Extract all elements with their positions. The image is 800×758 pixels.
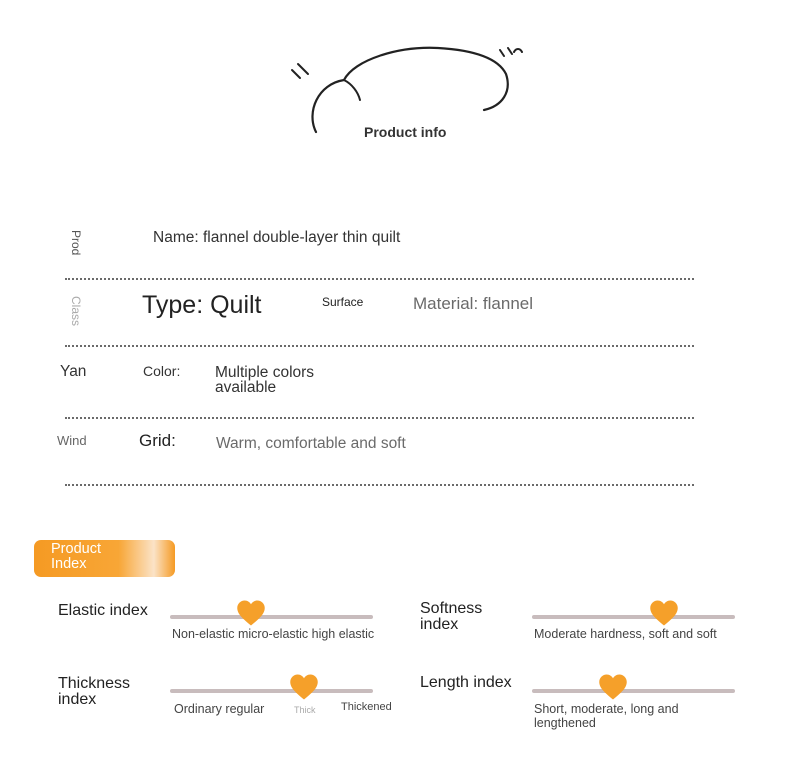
softness-index-label: Softness index xyxy=(420,600,483,633)
softness-index-track xyxy=(532,615,735,619)
row-side-label: Yan xyxy=(60,363,87,380)
length-index-caption: Short, moderate, long and lengthened xyxy=(534,702,679,730)
heart-icon xyxy=(289,673,319,701)
heart-icon xyxy=(236,599,266,627)
divider xyxy=(65,417,694,419)
surface-label: Surface xyxy=(322,295,364,309)
grid-value: Warm, comfortable and soft xyxy=(216,435,406,452)
row-side-label: Prod xyxy=(69,230,83,256)
softness-index-caption: Moderate hardness, soft and soft xyxy=(534,627,717,641)
heart-icon xyxy=(649,599,679,627)
thickness-caption-regular: Ordinary regular xyxy=(174,702,265,716)
product-index-title: Product Index xyxy=(51,541,101,572)
product-name: Name: flannel double-layer thin quilt xyxy=(153,229,401,246)
thickness-index-track xyxy=(170,689,373,693)
thickness-caption-thickened: Thickened xyxy=(341,701,392,713)
row-side-label: Class xyxy=(69,296,83,327)
elastic-index-caption: Non-elastic micro-elastic high elastic xyxy=(172,627,375,641)
product-material: Material: flannel xyxy=(413,294,534,313)
length-index-label: Length index xyxy=(420,674,512,691)
elastic-index-track xyxy=(170,615,373,619)
length-index-track xyxy=(532,689,735,693)
divider xyxy=(65,278,694,280)
color-label: Color: xyxy=(143,363,181,379)
page-title: Product info xyxy=(364,124,447,140)
divider xyxy=(65,484,694,486)
heart-icon xyxy=(598,673,628,701)
product-type: Type: Quilt xyxy=(142,291,262,319)
elastic-index-label: Elastic index xyxy=(58,602,148,619)
color-value: Multiple colors available xyxy=(215,364,315,396)
grid-label: Grid: xyxy=(139,431,176,450)
thickness-caption-thick: Thick xyxy=(294,705,316,715)
thickness-index-label: Thickness index xyxy=(58,675,131,708)
divider xyxy=(65,345,694,347)
row-side-label: Wind xyxy=(57,433,87,448)
